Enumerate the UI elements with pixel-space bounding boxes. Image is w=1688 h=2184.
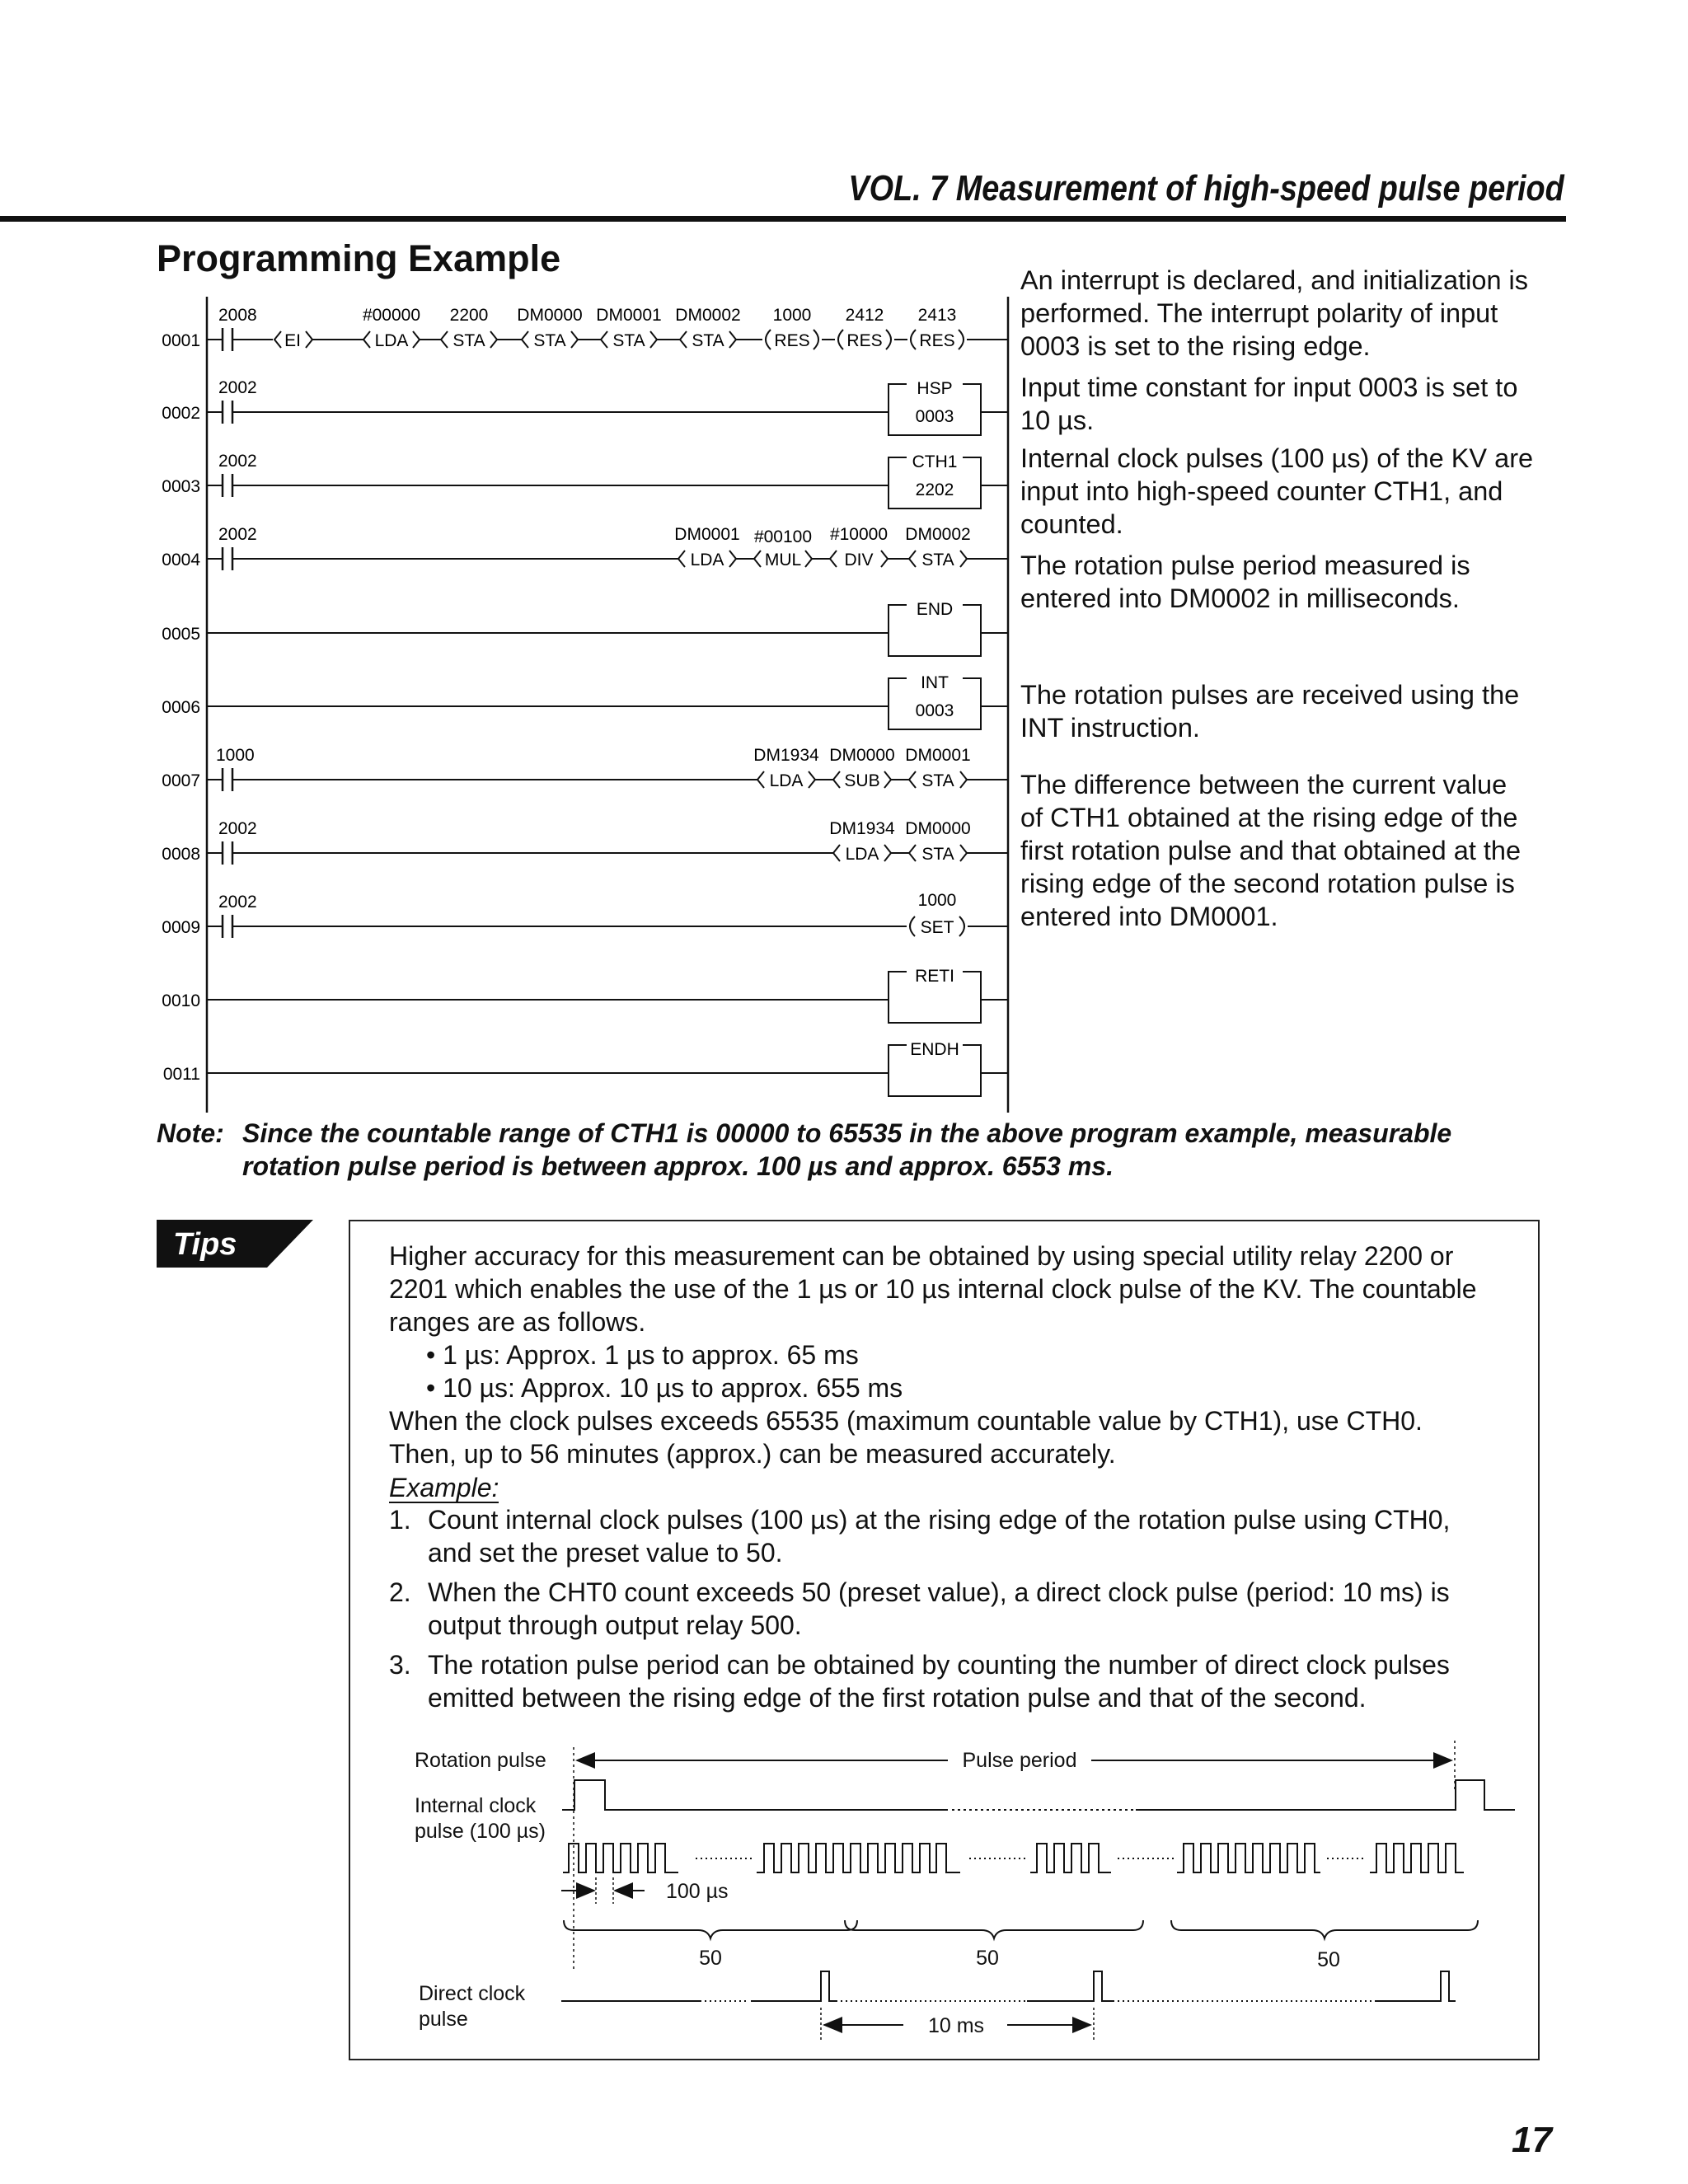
section-title: Programming Example bbox=[157, 237, 561, 279]
instr-res-2413 bbox=[907, 306, 967, 350]
instr-sta-dm0000-b bbox=[905, 819, 970, 864]
instr-sta-dm0000 bbox=[517, 306, 582, 350]
pulse-period-label: Pulse period bbox=[962, 1749, 1077, 1772]
instr-sta-dm0001-b bbox=[905, 746, 970, 790]
svg-text:SUB: SUB bbox=[844, 771, 880, 790]
box-reti bbox=[889, 963, 981, 1023]
count-label-3: 50 bbox=[1317, 1948, 1340, 1971]
svg-text:0010: 0010 bbox=[162, 991, 200, 1010]
internal-clock-label-2: pulse (100 µs) bbox=[415, 1820, 546, 1843]
svg-text:2413: 2413 bbox=[917, 306, 957, 325]
svg-text:2202: 2202 bbox=[915, 480, 954, 499]
svg-text:#00100: #00100 bbox=[753, 527, 813, 546]
instr-res-2412 bbox=[835, 306, 894, 350]
svg-text:MUL: MUL bbox=[764, 551, 802, 569]
svg-text:DM0000: DM0000 bbox=[517, 306, 583, 325]
svg-text:DM0000: DM0000 bbox=[829, 746, 895, 765]
header-title: VOL. 7 Measurement of high-speed pulse period bbox=[848, 168, 1564, 209]
svg-text:0006: 0006 bbox=[162, 698, 200, 717]
box-end bbox=[889, 597, 981, 656]
svg-text:0003: 0003 bbox=[915, 701, 954, 720]
svg-text:0004: 0004 bbox=[162, 551, 200, 569]
box-int bbox=[889, 670, 981, 729]
svg-text:0007: 0007 bbox=[162, 771, 200, 790]
svg-text:DIV: DIV bbox=[844, 551, 874, 569]
svg-text:DM0002: DM0002 bbox=[905, 525, 971, 544]
rung-0003 bbox=[162, 449, 1008, 509]
svg-text:STA: STA bbox=[452, 331, 485, 350]
svg-text:0009: 0009 bbox=[162, 918, 200, 937]
example-label: Example: bbox=[389, 1473, 499, 1502]
rotation-pulse-label: Rotation pulse bbox=[415, 1749, 546, 1772]
instr-lda-dm1934 bbox=[753, 746, 819, 790]
rung-0005 bbox=[162, 597, 1008, 656]
svg-text:RES: RES bbox=[774, 331, 810, 350]
instr-sub bbox=[829, 746, 894, 790]
rung-0001 bbox=[162, 306, 1008, 351]
svg-text:ENDH: ENDH bbox=[910, 1040, 959, 1059]
instr-lda-dm0001 bbox=[674, 525, 739, 569]
rung-0011 bbox=[163, 1037, 1008, 1096]
svg-text:0003: 0003 bbox=[162, 477, 200, 496]
interval-label: 100 µs bbox=[666, 1880, 729, 1903]
instr-sta-dm0001 bbox=[596, 306, 661, 350]
box-hsp bbox=[889, 376, 981, 435]
page-number: 17 bbox=[1512, 2120, 1552, 2160]
contact-label: 2008 bbox=[218, 306, 257, 325]
svg-text:RES: RES bbox=[846, 331, 883, 350]
instr-mul bbox=[754, 527, 812, 569]
svg-text:1000: 1000 bbox=[917, 891, 957, 910]
svg-text:STA: STA bbox=[921, 551, 954, 569]
description-0001: An interrupt is declared, and initialization is performed. The interrupt polarity of input 0003 is set to the rising edge. bbox=[1020, 265, 1529, 361]
header-rule bbox=[0, 216, 1566, 222]
tips-badge bbox=[157, 1220, 313, 1268]
rung-0006 bbox=[162, 670, 1008, 729]
instr-div bbox=[830, 525, 888, 569]
svg-text:0003: 0003 bbox=[915, 407, 954, 426]
svg-text:STA: STA bbox=[612, 331, 645, 350]
instr-sta-dm0002-b bbox=[905, 525, 970, 569]
tips-after: When the clock pulses exceeds 65535 (maximum countable value by CTH1), use CTH0. Then, up to 56 minutes (approx.) can be measured accurately. bbox=[389, 1406, 1423, 1469]
tips-bullets: • 1 µs: Approx. 1 µs to approx. 65 ms • 10 µs: Approx. 10 µs to approx. 655 ms bbox=[426, 1340, 903, 1403]
svg-text:2002: 2002 bbox=[218, 525, 257, 544]
svg-text:0011: 0011 bbox=[162, 1065, 200, 1084]
description-0004: The rotation pulse period measured is entered into DM0002 in milliseconds. bbox=[1020, 551, 1470, 613]
svg-text:1000: 1000 bbox=[216, 746, 255, 765]
instr-res-1000 bbox=[762, 306, 822, 350]
svg-text:2200: 2200 bbox=[449, 306, 489, 325]
description-0006: The rotation pulses are received using the INT instruction. bbox=[1020, 680, 1520, 743]
svg-text:LDA: LDA bbox=[690, 551, 724, 569]
svg-text:#00000: #00000 bbox=[362, 306, 421, 325]
count-label-1: 50 bbox=[699, 1947, 722, 1970]
instr-sta-2200 bbox=[441, 306, 497, 350]
svg-text:DM1934: DM1934 bbox=[753, 746, 819, 765]
svg-text:LDA: LDA bbox=[769, 771, 804, 790]
svg-text:LDA: LDA bbox=[845, 845, 879, 864]
svg-text:STA: STA bbox=[921, 845, 954, 864]
rung-0002 bbox=[162, 376, 1008, 435]
svg-text:RETI: RETI bbox=[915, 967, 954, 986]
svg-text:STA: STA bbox=[692, 331, 724, 350]
internal-clock-label-1: Internal clock bbox=[415, 1794, 537, 1817]
svg-text:#10000: #10000 bbox=[829, 525, 889, 544]
tips-box: Higher accuracy for this measurement can be obtained by using special utility relay 2200 or 2201 which enables the use of the 1 µs or 10 µs internal clock pulse of the KV. The countable ranges are as follows. • 1 µs: Approx. 1 µs to approx. 65 ms • 10 µs: Approx. 10 µs to approx. 655 ms When the clock pulses exceeds 65535 (maximum countable value by CTH1), use CTH0. Then, up to 56 minutes (approx.) can be measured accurately. Example: 1. Count internal clock pulses (100 µs) at the rising edge of the rotation pulse using CTH0, and set the preset value to 50. 2. When the CHT0 count exceeds 50 (preset value), a direct clock pulse (period: 10 ms) is output through output relay 500. 3. The rotation pulse period can be obtained by counting the number of direct clock pulses emitted between the rising edge of the first rotation pulse and that of the second. bbox=[349, 1220, 1540, 2060]
svg-text:INT: INT bbox=[921, 673, 949, 692]
ladder-diagram bbox=[144, 297, 1018, 1121]
contact-2008 bbox=[218, 306, 257, 351]
box-cth1 bbox=[889, 449, 981, 509]
svg-text:DM0002: DM0002 bbox=[675, 306, 741, 325]
svg-text:END: END bbox=[916, 600, 954, 619]
rung-0010 bbox=[162, 963, 1008, 1023]
direct-clock-label-2: pulse bbox=[419, 2008, 468, 2031]
note-text: Since the countable range of CTH1 is 00000 to 65535 in the above program example, measurable rotation pulse period is between approx. 100 µs and approx. 6553 ms. bbox=[242, 1118, 1452, 1181]
svg-text:HSP: HSP bbox=[917, 379, 953, 398]
instr-sta-dm0002 bbox=[675, 306, 740, 350]
svg-text:0002: 0002 bbox=[162, 404, 200, 423]
direct-period-label: 10 ms bbox=[927, 2014, 985, 2037]
instr-ei bbox=[273, 330, 312, 350]
svg-text:0008: 0008 bbox=[162, 845, 200, 864]
svg-text:EI: EI bbox=[284, 331, 301, 350]
svg-text:DM0000: DM0000 bbox=[905, 819, 971, 838]
rung-0004 bbox=[162, 525, 1008, 570]
svg-text:DM0001: DM0001 bbox=[674, 525, 740, 544]
svg-text:LDA: LDA bbox=[374, 331, 409, 350]
rung-0008 bbox=[162, 819, 1008, 865]
rung-0009 bbox=[162, 891, 1008, 938]
instr-lda-dm1934-b bbox=[829, 819, 895, 864]
svg-text:1000: 1000 bbox=[772, 306, 812, 325]
description-0002: Input time constant for input 0003 is set to 10 µs. bbox=[1020, 373, 1518, 435]
count-label-2: 50 bbox=[976, 1947, 999, 1970]
svg-text:2002: 2002 bbox=[218, 893, 257, 912]
description-0003: Internal clock pulses (100 µs) of the KV are input into high-speed counter CTH1, and counted. bbox=[1020, 443, 1534, 539]
tips-intro: Higher accuracy for this measurement can be obtained by using special utility relay 2200 or 2201 which enables the use of the 1 µs or 10 µs internal clock pulse of the KV. The countable ranges are as follows. bbox=[389, 1241, 1477, 1337]
description-0007: The difference between the current value of CTH1 obtained at the rising edge of the first rotation pulse and that obtained at the rising edge of the second rotation pulse is entered into DM0001. bbox=[1020, 770, 1522, 931]
instr-set bbox=[907, 891, 968, 937]
direct-clock-label-1: Direct clock bbox=[419, 1982, 526, 2005]
svg-text:DM1934: DM1934 bbox=[829, 819, 895, 838]
svg-text:RES: RES bbox=[919, 331, 955, 350]
note-label: Note: bbox=[157, 1118, 224, 1148]
svg-text:STA: STA bbox=[921, 771, 954, 790]
box-endh bbox=[889, 1037, 981, 1096]
svg-text:2002: 2002 bbox=[218, 452, 257, 471]
svg-text:DM0001: DM0001 bbox=[905, 746, 971, 765]
rung-0007 bbox=[162, 746, 1008, 791]
svg-text:2002: 2002 bbox=[218, 819, 257, 838]
svg-text:0005: 0005 bbox=[162, 625, 200, 644]
svg-text:Tips: Tips bbox=[173, 1227, 237, 1262]
svg-text:2002: 2002 bbox=[218, 378, 257, 397]
svg-text:CTH1: CTH1 bbox=[912, 452, 958, 471]
svg-text:STA: STA bbox=[533, 331, 566, 350]
svg-text:2412: 2412 bbox=[845, 306, 884, 325]
rung-number: 0001 bbox=[162, 331, 200, 350]
svg-text:DM0001: DM0001 bbox=[596, 306, 662, 325]
instr-lda bbox=[363, 306, 420, 350]
svg-text:SET: SET bbox=[920, 918, 954, 937]
